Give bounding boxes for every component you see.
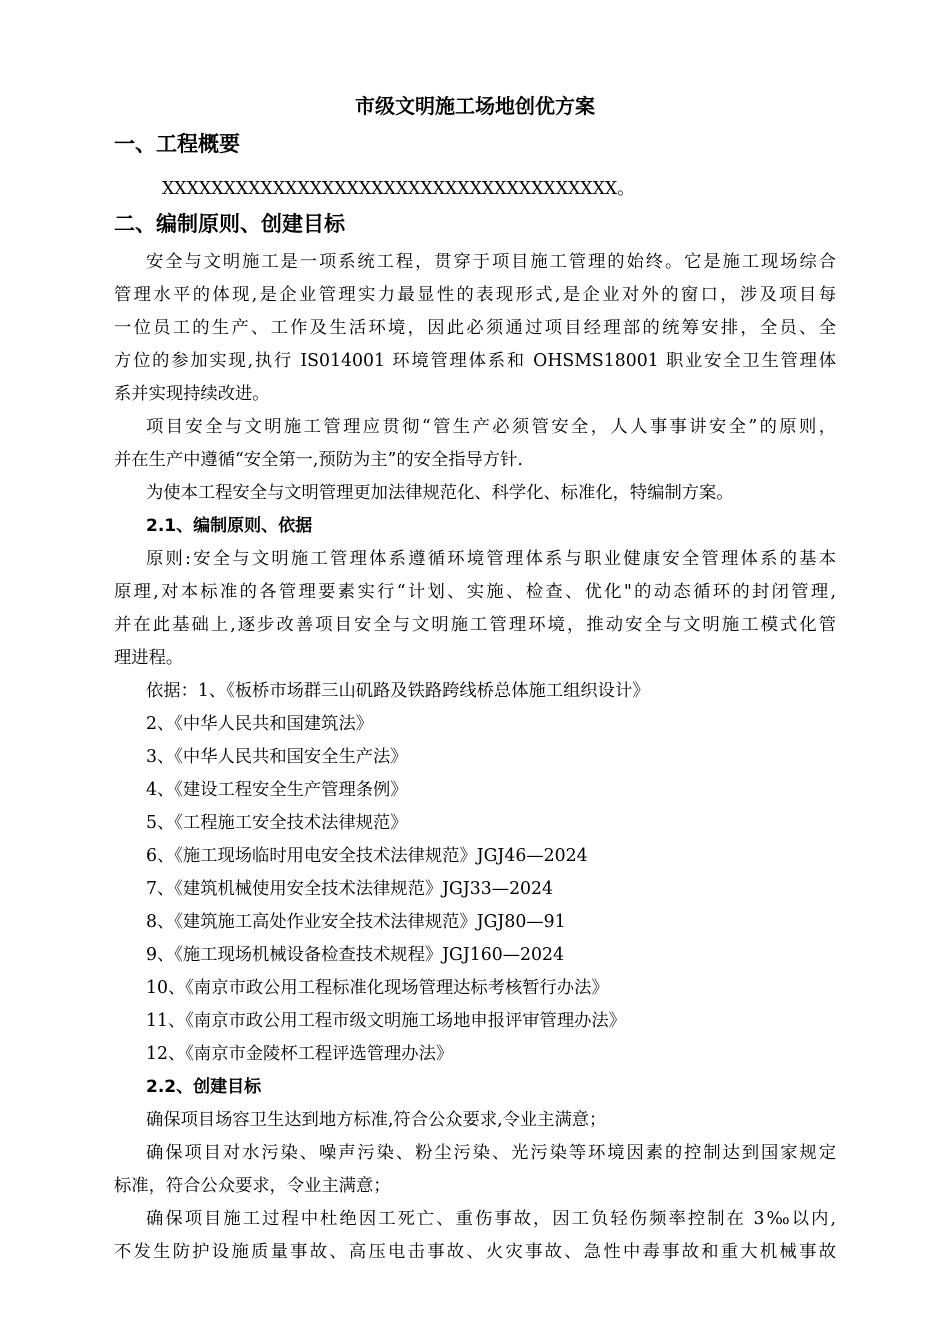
paragraph-line: 方位的参加实现,执行 IS014001 环境管理体系和 OHSMS18001 职业安全卫生管理体 — [114, 351, 836, 371]
paragraph-line: 原则:安全与文明施工管理体系遵循环境管理体系与职业健康安全管理体系的基本 — [146, 549, 836, 569]
basis-item: 10、《南京市政公用工程标准化现场管理达标考核暂行办法》 — [146, 978, 609, 998]
basis-item: 8、《建筑施工高处作业安全技术法律规范》JGJ80—91 — [146, 912, 566, 932]
paragraph-line: 并在此基础上,逐步改善项目安全与文明施工管理环境，推动安全与文明施工模式化管 — [114, 615, 836, 635]
paragraph-line: 安全与文明施工是一项系统工程，贯穿于项目施工管理的始终。它是施工现场综合 — [146, 252, 836, 272]
basis-item: 3、《中华人民共和国安全生产法》 — [146, 747, 408, 767]
overview-body: XXXXXXXXXXXXXXXXXXXXXXXXXXXXXXXXXXXXX。 — [162, 179, 635, 199]
paragraph-line: 一位员工的生产、工作及生活环境，因此必须通过项目经理部的统筹安排，全员、全 — [114, 318, 836, 338]
basis-item: 11、《南京市政公用工程市级文明施工场地申报评审管理办法》 — [146, 1011, 626, 1031]
basis-item: 12、《南京市金陵杯工程评选管理办法》 — [146, 1044, 454, 1064]
subsection-heading-goals: 2.2、创建目标 — [146, 1077, 262, 1097]
paragraph-line: 标准，符合公众要求，令业主满意； — [114, 1176, 391, 1196]
basis-item: 9、《施工现场机械设备检查技术规程》JGJ160—2024 — [146, 945, 565, 965]
paragraph-line: 原理,对本标准的各管理要素实行“计划、实施、检查、优化"的动态循环的封闭管理, — [114, 582, 836, 602]
paragraph-line: 不发生防护设施质量事故、高压电击事故、火灾事故、急性中毒事故和重大机械事故 — [114, 1242, 836, 1262]
basis-item: 依据：1、《板桥市场群三山矶路及铁路跨线桥总体施工组织设计》 — [146, 681, 650, 701]
paragraph-line: 系并实现持续改进。 — [114, 384, 270, 404]
section-heading-principles: 二、编制原则、创建目标 — [114, 212, 345, 236]
section-heading-overview: 一、工程概要 — [114, 132, 240, 156]
basis-item: 2、《中华人民共和国建筑法》 — [146, 714, 374, 734]
paragraph-line: 确保项目对水污染、噪声污染、粉尘污染、光污染等环境因素的控制达到国家规定 — [146, 1143, 836, 1163]
paragraph-line: 确保项目场容卫生达到地方标准,符合公众要求,令业主满意； — [146, 1110, 607, 1130]
basis-item: 7、《建筑机械使用安全技术法律规范》JGJ33—2024 — [146, 879, 554, 899]
basis-item: 4、《建设工程安全生产管理条例》 — [146, 780, 408, 800]
paragraph-line: 确保项目施工过程中杜绝因工死亡、重伤事故，因工负轻伤频率控制在 3‰以内, — [146, 1209, 836, 1229]
paragraph-line: 为使本工程安全与文明管理更加法律规范化、科学化、标准化，特编制方案。 — [146, 483, 734, 503]
subsection-heading-principles-basis: 2.1、编制原则、依据 — [146, 516, 313, 536]
basis-item: 6、《施工现场临时用电安全技术法律规范》JGJ46—2024 — [146, 846, 588, 866]
basis-item: 5、《工程施工安全技术法律规范》 — [146, 813, 408, 833]
paragraph-line: 管理水平的体现,是企业管理实力最显性的表现形式,是企业对外的窗口，涉及项目每 — [114, 285, 836, 305]
document-title: 市级文明施工场地创优方案 — [355, 94, 595, 118]
paragraph-line: 并在生产中遵循“安全第一,预防为主”的安全指导方针. — [114, 450, 523, 470]
paragraph-line: 理进程。 — [114, 648, 184, 668]
paragraph-line: 项目安全与文明施工管理应贯彻“管生产必须管安全，人人事事讲安全”的原则， — [146, 417, 836, 437]
